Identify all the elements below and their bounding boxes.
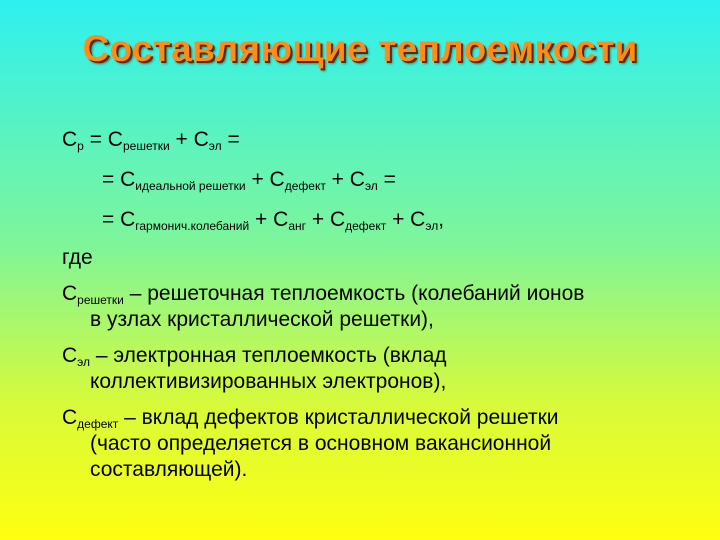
definition-continuation: (часто определяется в основном вакансионной [90, 432, 552, 455]
definition-first-line [62, 405, 702, 431]
formula-text: + C [325, 168, 365, 191]
formula-text: + C [386, 208, 426, 231]
formula-subscript: гармонич.колебаний [135, 219, 250, 233]
formula-text: + C [245, 168, 285, 191]
definition-first-line [62, 343, 702, 369]
definition-item [62, 405, 702, 483]
formula-text: , [438, 208, 445, 231]
where-label: где [62, 246, 93, 269]
definition-continuation: составляющей). [90, 458, 248, 481]
formula-subscript: решетки [122, 139, 170, 153]
definition-subscript: эл [77, 355, 91, 369]
slide-title: Составляющие теплоемкости [82, 28, 638, 69]
formula-text: + C [169, 128, 209, 151]
definition-item [62, 343, 702, 395]
formula-subscript: анг [288, 219, 307, 233]
definition-symbol: C [62, 344, 78, 367]
definition-text: – вклад дефектов кристаллической решетки [118, 406, 559, 429]
formula-text: C [62, 128, 78, 151]
formula-text: + C [306, 208, 346, 231]
formula-subscript: идеальной решетки [135, 179, 246, 193]
formula-text: = [221, 128, 240, 151]
definition-first-line [62, 281, 702, 307]
formula-text: = C [102, 168, 136, 191]
formula-text: = [377, 168, 396, 191]
formula-subscript: дефект [284, 179, 326, 193]
definition-subscript: решетки [77, 293, 124, 307]
formula-subscript: эл [208, 139, 222, 153]
definition-subscript: дефект [77, 417, 119, 431]
definition-symbol: C [62, 282, 78, 305]
definition-item [62, 281, 702, 333]
formula-subscript: р [77, 139, 84, 153]
formula-line-3 [62, 207, 702, 233]
formula-subscript: эл [425, 219, 439, 233]
formula-text: = C [83, 128, 123, 151]
definition-text: – электронная теплоемкость (вклад [90, 344, 447, 367]
formula-text: = C [102, 208, 136, 231]
formula-text: + C [249, 208, 289, 231]
definition-continuation: коллективизированных электронов), [90, 370, 447, 393]
formula-line-2 [62, 167, 702, 193]
formula-subscript: эл [364, 179, 378, 193]
formula-subscript: дефект [345, 219, 387, 233]
slide-content [62, 127, 702, 483]
definition-text: – решеточная теплоемкость (колебаний ионов [123, 282, 585, 305]
definition-continuation: в узлах кристаллической решетки), [90, 308, 434, 331]
formula-line-1 [62, 127, 702, 153]
definition-symbol: C [62, 406, 78, 429]
